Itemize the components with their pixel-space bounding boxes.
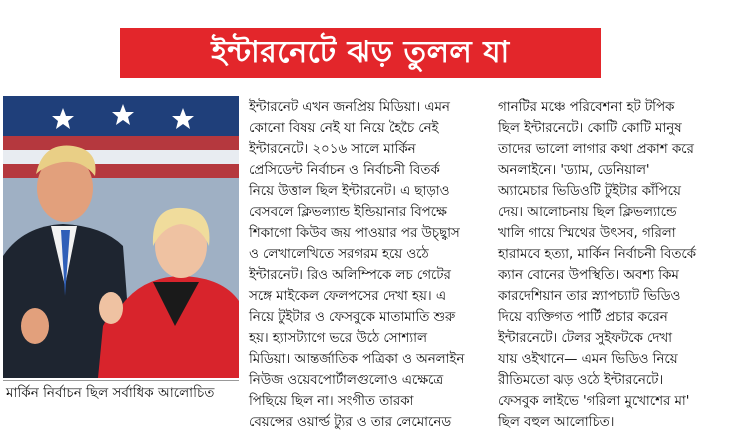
article-line: ছিল ইন্টারনেটে। কোটি কোটি মানুষ: [498, 121, 682, 136]
article-line: দেয়। আলোচনায় ছিল ক্লিভল্যান্ডে: [498, 205, 677, 220]
article-line: ফেসবুক লাইভে 'গরিলা মুখোশের মা': [498, 394, 690, 409]
caption-divider: [3, 380, 239, 381]
article-line: গানটির মঞ্চে পরিবেশনা হট টপিক: [498, 100, 675, 115]
article-column-2: [498, 97, 738, 433]
article-line: খালি গায়ে স্মিথের উৎসব, গরিলা: [498, 226, 676, 241]
article-line: অ্যামেচার ভিডিওটি টুইটার কাঁপিয়ে: [498, 184, 681, 199]
article-line: প্রেসিডেন্ট নির্বাচন ও নির্বাচনী বিতর্ক: [249, 163, 440, 178]
article-line: রীতিমতো ঝড় ওঠে ইন্টারনেটে।: [498, 373, 664, 388]
article-line: নিয়ে উত্তাল ছিল ইন্টারনেট। এ ছাড়াও: [249, 184, 450, 199]
article-line: ইন্টারনেট। রিও অলিম্পিকে লচ গেটের: [249, 268, 451, 283]
article-line: দিয়ে ব্যক্তিগত পার্টি প্রচার করেন: [498, 310, 668, 325]
article-line: নিউজ ওয়েবপোর্টালগুলোও এক্ষেত্রে: [249, 373, 444, 388]
article-line: কোনো বিষয় নেই যা নিয়ে হৈচৈ নেই: [249, 121, 439, 136]
article-line: ও লেখালেখিতে সরগরম হয়ে ওঠে: [249, 247, 429, 262]
article-line: মিডিয়া। আন্তর্জাতিক পত্রিকা ও অনলাইন: [249, 352, 465, 367]
article-line: ক্যান বোনের উপস্থিতি। অবশ্য কিম: [498, 268, 679, 283]
headline-banner: [120, 28, 601, 78]
article-column-1: [249, 97, 481, 433]
photo-caption: মার্কিন নির্বাচন ছিল সর্বাধিক আলোচিত: [6, 385, 215, 401]
article-line: পিছিয়ে ছিল না। সংগীত তারকা: [249, 394, 414, 409]
article-line: যায় ওইখানে— এমন ভিডিও নিয়ে: [498, 352, 678, 367]
article-line: শিকাগো কিউব জয় পাওয়ার পর উচ্ছ্বাস: [249, 226, 460, 241]
article-line: তাদের ভালো লাগার কথা প্রকাশ করে: [498, 142, 694, 157]
article-line: হারামবে হত্যা, মার্কিন নির্বাচনী বিতর্কে: [498, 247, 696, 262]
headline: ইন্টারনেটে ঝড় তুলল যা: [211, 34, 510, 70]
article-line: অনলাইনে। 'ড্যাম, ডেনিয়াল': [498, 163, 650, 178]
article-line: হয়। হ্যাসট্যাগে ভরে উঠে সোশ্যাল: [249, 331, 427, 346]
article-line: ছিল বহুল আলোচিত।: [498, 415, 615, 430]
article-line: সঙ্গে মাইকেল ফেলপসের দেখা হয়। এ: [249, 289, 446, 304]
article-line: কারদেশিয়ান তার স্ন্যাপচ্যাট ভিডিও: [498, 289, 681, 304]
article-line: নিয়ে টুইটার ও ফেসবুকে মাতামাতি শুরু: [249, 310, 456, 325]
article-line: বেসবলে ক্লিভল্যান্ড ইন্ডিয়ানার বিপক্ষে: [249, 205, 447, 220]
article-line: ইন্টারনেটে। ২০১৬ সালে মার্কিন: [249, 142, 416, 157]
article-line: ইন্টারনেট এখন জনপ্রিয় মিডিয়া। এমন: [249, 100, 450, 115]
article-line: ইন্টারনেটে। টেলর সুইফটকে দেখা: [498, 331, 672, 346]
news-photo: [3, 96, 239, 378]
article-line: বেয়ন্সের ওয়ার্ল্ড ট্যুর ও তার লেমোনেড: [249, 415, 452, 430]
